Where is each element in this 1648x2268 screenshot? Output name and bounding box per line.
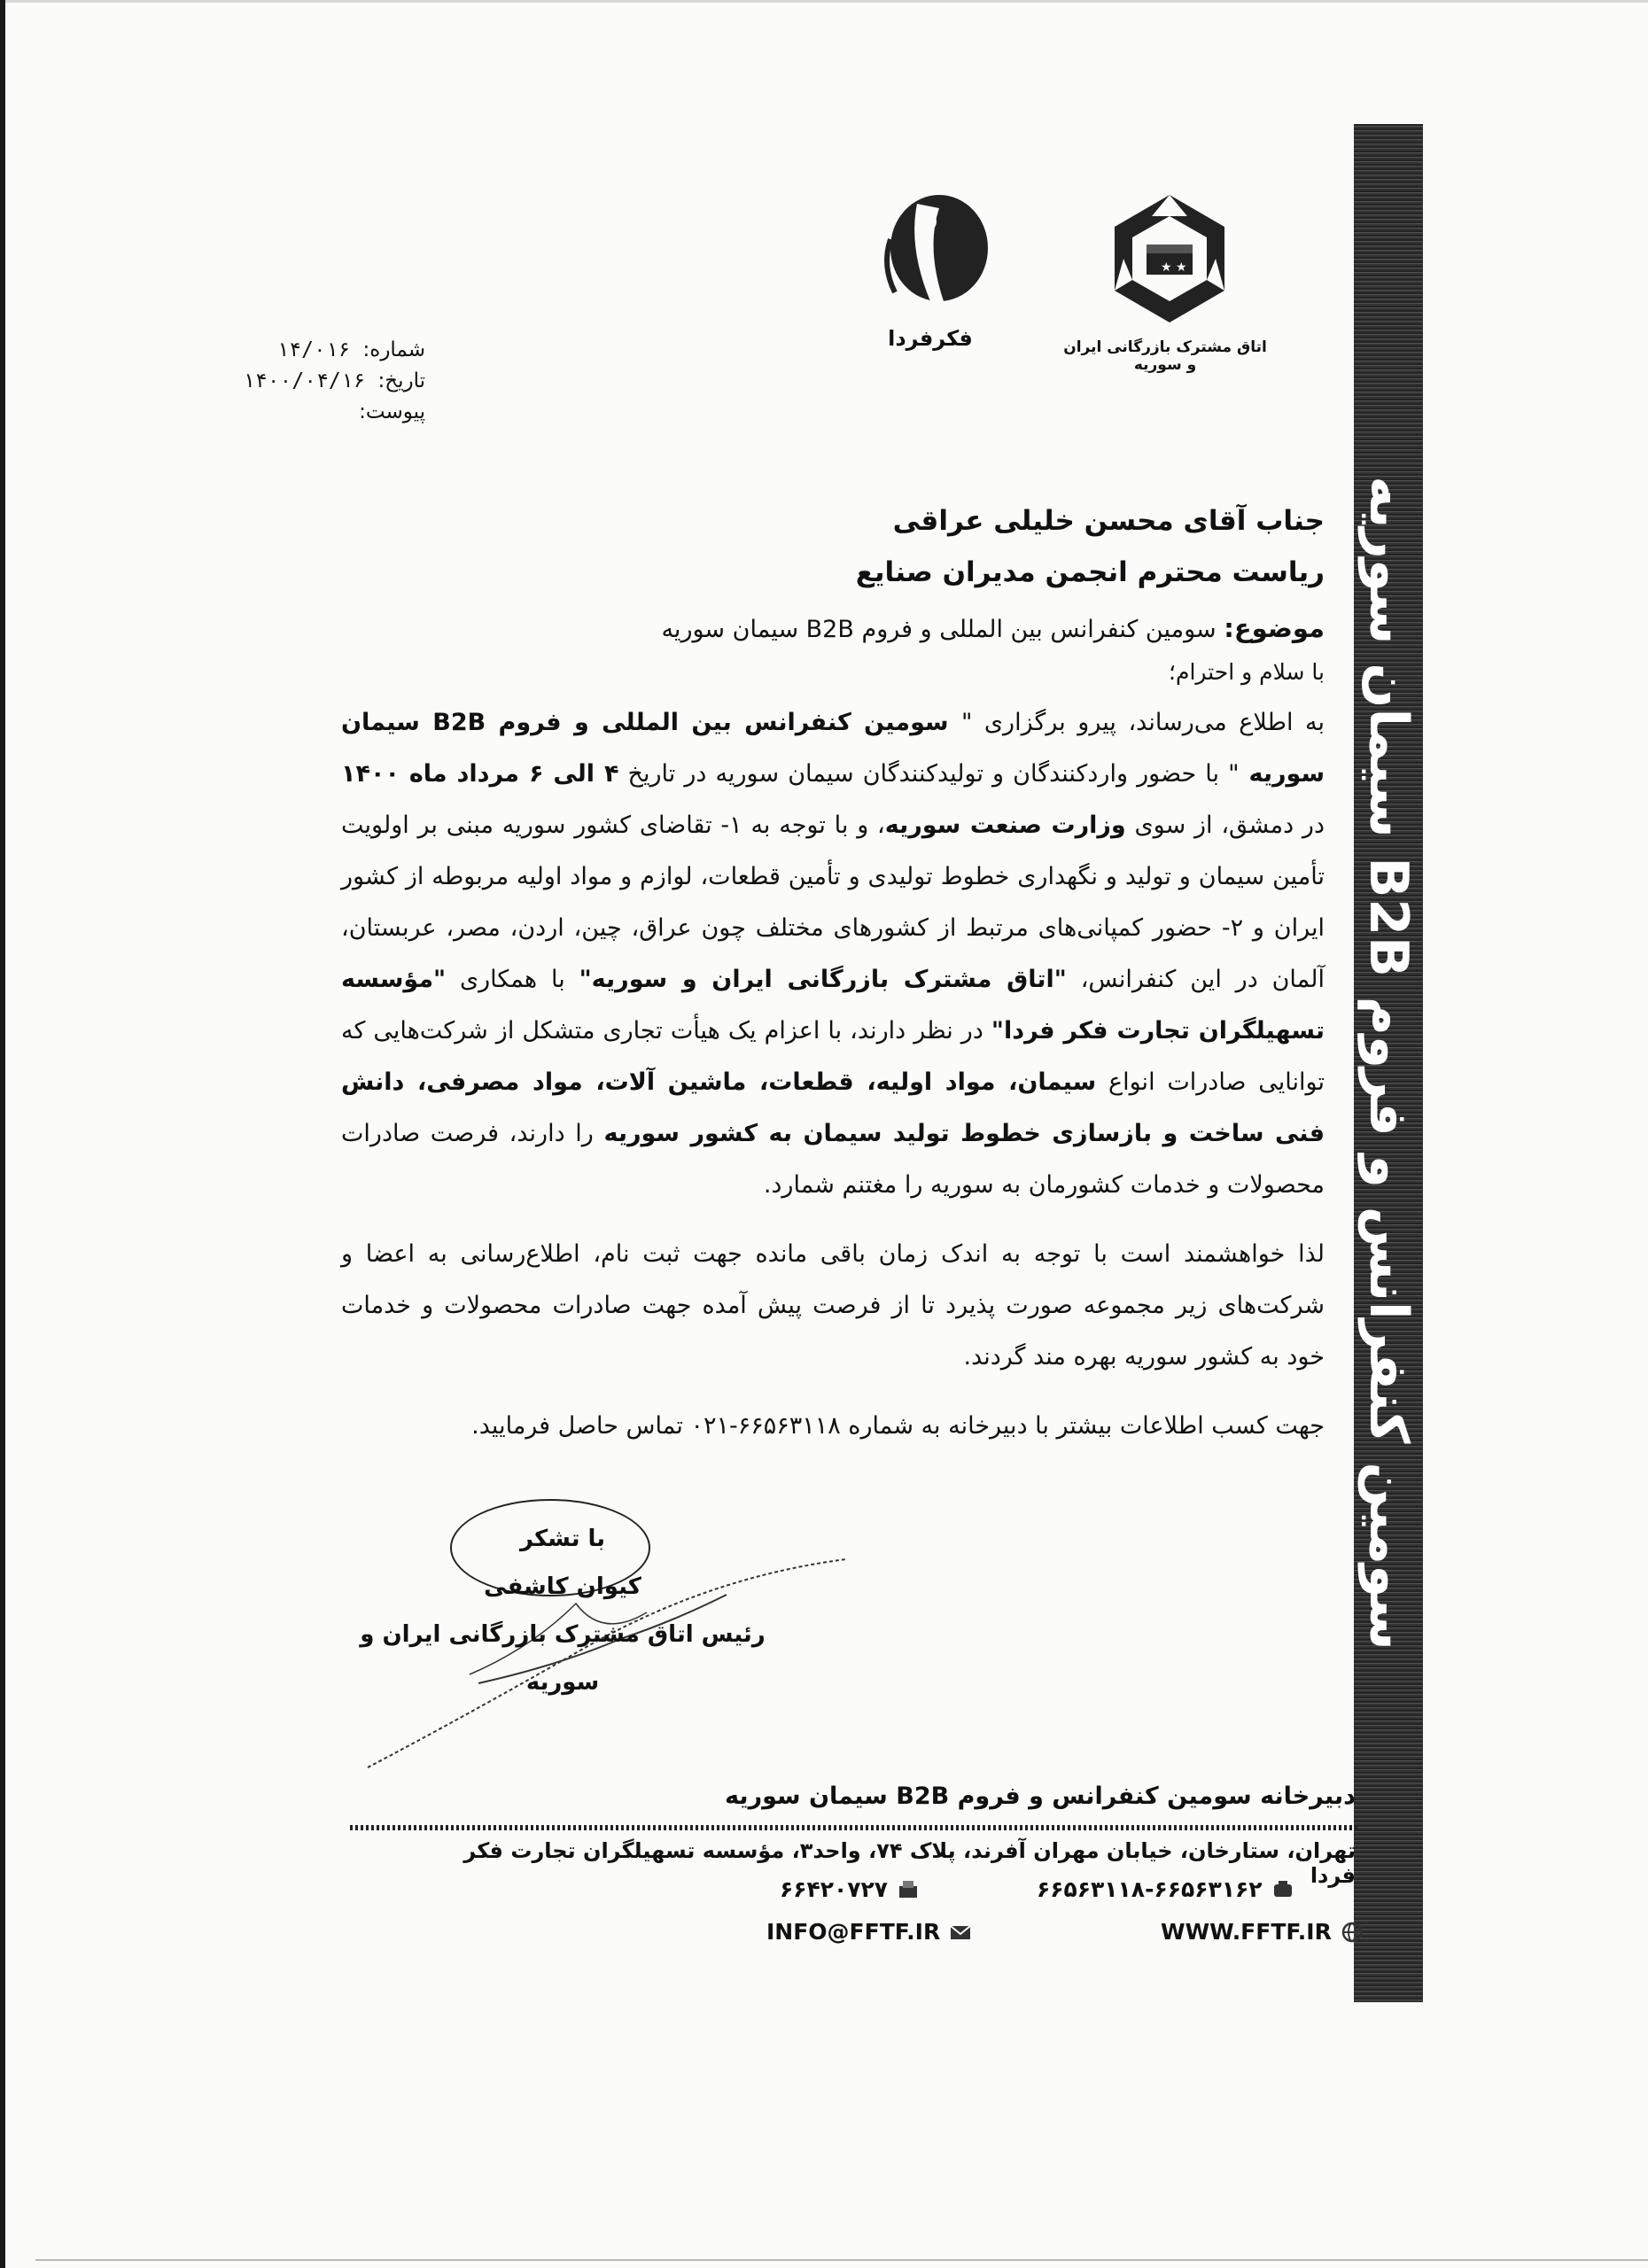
phone-icon — [1271, 1878, 1294, 1901]
scan-edge — [0, 0, 1648, 3]
scan-edge — [0, 0, 5, 2268]
subject-text: سومین کنفرانس بین المللی و فروم B2B سیمان سوریه — [661, 616, 1217, 643]
footer-website — [1161, 1919, 1364, 1945]
website-url: WWW.FFTF.IR — [1161, 1919, 1332, 1945]
email-icon — [949, 1921, 972, 1944]
chamber-logo — [1059, 186, 1271, 374]
chamber-logo-caption: اتاق مشترک بازرگانی ایران و سوریه — [1063, 338, 1267, 374]
attachment-label: پیوست: — [359, 400, 425, 423]
footer-phones — [1037, 1876, 1294, 1902]
recipient-name: جناب آقای محسن خلیلی عراقی — [892, 505, 1325, 537]
footer-address: تهران، ستارخان، خیابان مهران آفرند، پلاک ۷۴، واحد۳، مؤسسه تسهیلگران تجارت فکر فردا — [463, 1838, 1356, 1888]
fax-number: ۶۶۴۲۰۷۲۷ — [780, 1876, 889, 1902]
paragraph-contact: جهت کسب اطلاعات بیشتر با دبیرخانه به شماره ۶۶۵۶۳۱۱۸-۰۲۱ تماس حاصل فرمایید. — [471, 1412, 1325, 1440]
signatory-name: کیوان کاشفی — [484, 1573, 641, 1600]
reference-block — [177, 335, 425, 428]
footer-fax — [780, 1876, 920, 1902]
letter-date-label: تاریخ: — [377, 369, 425, 392]
greeting: با سلام و احترام؛ — [1169, 659, 1325, 685]
fekr-farda-logo — [855, 186, 1006, 363]
subject-label: موضوع: — [1224, 613, 1325, 643]
fax-icon — [897, 1878, 920, 1901]
fekr-farda-logo-caption: فکرفردا — [888, 326, 973, 351]
scan-bottom-edge — [35, 2259, 1648, 2261]
globe-icon — [1341, 1921, 1364, 1944]
paragraph-request: لذا خواهشمند است با توجه به اندک زمان باقی مانده جهت ثبت نام، اطلاع‌رسانی به اعضا و شرکت‌های زیر مجموعه صورت پذیرد تا از فرصت پیش آمده جهت صادرات محصولات و خدمات خود به کشور سوریه بهره مند گردند. — [341, 1240, 1325, 1371]
footer-divider — [350, 1825, 1360, 1830]
recipient-title: ریاست محترم انجمن مدیران صنایع — [855, 556, 1325, 588]
signatory-title: رئیس اتاق مشترک بازرگانی ایران و سوریه — [360, 1621, 766, 1696]
letter-number-label: شماره: — [362, 338, 425, 361]
paragraph-main: به اطلاع می‌رساند، پیرو برگزاری " سومین کنفرانس بین المللی و فروم B2B سیمان سوریه " با حضور واردکنندگان و تولیدکنندگان سیمان سوریه در تاریخ ۴ الی ۶ مرداد ماه ۱۴۰۰ در دمشق، از سوی وزارت صنعت سوریه، و با توجه به ۱- تقاضای کشور سوریه مبنی بر اولویت تأمین سیمان و تولید و نگهداری خطوط تولیدی و تأمین قطعات، لوازم و مواد اولیه مربوطه از کشور ایران و ۲- حضور کمپانی‌های مرتبط از کشورهای مختلف چون عراق، چین، اردن، مصر، عربستان، آلمان در این کنفرانس، "اتاق مشترک بازرگانی ایران و سوریه" با همکاری "مؤسسه تسهیلگران تجارت فکر فردا" در نظر دارند، با اعزام یک هیأت تجاری متشکل از شرکت‌هایی که توانایی صادرات انواع سیمان، مواد اولیه، قطعات، ماشین آلات، مواد مصرفی، دانش فنی ساخت و بازسازی خطوط تولید سیمان به کشور سوریه را دارند، فرصت صادرات محصولات و خدمات کشورمان به سوریه را مغتنم شمارد. — [341, 709, 1325, 1199]
email-address: INFO@FFTF.IR — [766, 1919, 941, 1945]
fekr-farda-emblem-icon — [855, 186, 1006, 319]
signature-block — [354, 1515, 771, 1706]
letter-date-value: ۱۴۰۰/۰۴/۱۶ — [243, 369, 366, 392]
footer-email — [766, 1919, 972, 1945]
footer-title: دبیرخانه سومین کنفرانس و فروم B2B سیمان سوریه — [725, 1783, 1356, 1810]
chamber-emblem-icon — [1059, 186, 1271, 337]
side-banner-text: سومین کنفرانس و فروم B2B سیمان سوریه — [1357, 476, 1419, 1651]
subject-line — [341, 608, 1325, 650]
svg-text:★ ★: ★ ★ — [1161, 260, 1187, 275]
phone-numbers: ۶۶۵۶۳۱۱۸-۶۶۵۶۳۱۶۲ — [1037, 1876, 1263, 1902]
letter-number-value: ۱۴/۰۱۶ — [276, 338, 351, 361]
signature-closing: با تشکر — [519, 1526, 606, 1552]
side-banner — [1354, 124, 1423, 2002]
letter-body — [341, 505, 1325, 1470]
